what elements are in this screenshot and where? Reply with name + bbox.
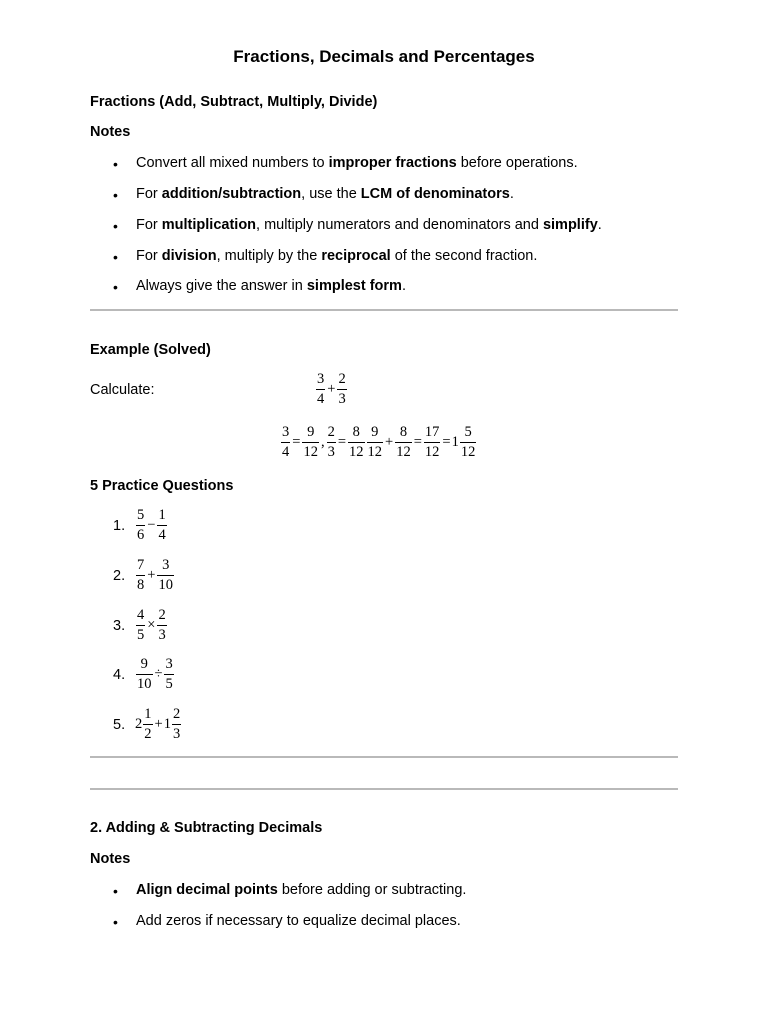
notes-label: Notes [90, 851, 131, 867]
example-heading: Example (Solved) [90, 342, 211, 358]
fraction: $\frac{3}{4}$ [317, 371, 325, 407]
list-item: Add zeros if necessary to equalize decimal places. [136, 913, 461, 929]
question-4: $\frac{9}{10}$ ÷ $\frac{3}{5}$ [137, 656, 173, 692]
bullet-icon: • [113, 279, 118, 295]
question-number: 5. [113, 717, 126, 733]
question-1: $\frac{5}{6}$ − $\frac{1}{4}$ [137, 507, 166, 543]
question-3: $\frac{4}{5}$ × $\frac{2}{3}$ [137, 607, 166, 643]
bullet-icon: • [113, 249, 118, 265]
list-item: For multiplication, multiply numerators and denominators and simplify. [136, 217, 602, 233]
question-number: 3. [113, 618, 126, 634]
section-heading-decimals: 2. Adding & Subtracting Decimals [90, 820, 323, 836]
list-item: For addition/subtraction, use the LCM of denominators. [136, 186, 514, 202]
fraction: $\frac{3}{4}$ [282, 424, 290, 460]
list-item: Align decimal points before adding or subtracting. [136, 882, 467, 898]
divider [90, 788, 678, 790]
divider [90, 756, 678, 758]
bullet-icon: • [113, 218, 118, 234]
fraction: $\frac{8}{12}$ [396, 424, 411, 460]
fraction: $\frac{2}{3}$ [338, 371, 346, 407]
notes-label: Notes [90, 124, 131, 140]
list-item: For division, multiply by the reciprocal of the second fraction. [136, 248, 538, 264]
question-number: 2. [113, 568, 126, 584]
list-item: Always give the answer in simplest form. [136, 278, 406, 294]
question-5: 2 $\frac{1}{2}$ + 1 $\frac{2}{3}$ [135, 706, 181, 742]
fraction: $\frac{8}{12}$ [349, 424, 364, 460]
fraction: $\frac{5}{12}$ [460, 424, 476, 460]
example-problem: $\frac{3}{4}$ + $\frac{2}{3}$ [317, 371, 346, 407]
practice-heading: 5 Practice Questions [90, 478, 234, 494]
section-heading-fractions: Fractions (Add, Subtract, Multiply, Divide) [90, 94, 378, 110]
calculate-label: Calculate: [90, 382, 155, 398]
bullet-icon: • [113, 156, 118, 172]
question-number: 1. [113, 518, 126, 534]
bullet-icon: • [113, 187, 118, 203]
question-2: $\frac{7}{8}$ + $\frac{3}{10}$ [137, 557, 173, 593]
fraction: $\frac{9}{12}$ [367, 424, 382, 460]
bullet-icon: • [113, 914, 118, 930]
list-item: Convert all mixed numbers to improper fractions before operations. [136, 155, 578, 171]
question-number: 4. [113, 667, 126, 683]
fraction: $\frac{17}{12}$ [424, 424, 440, 460]
example-solution: $\frac{3}{4}$ = $\frac{9}{12}$ , $\frac{2}{3}$ = $\frac{8}{12}$ $\frac{9}{12}$ + $\frac{8}{12}$ = $\frac{17}{12}$ = 1 $\frac{5}{12}$ [282, 424, 476, 460]
divider [90, 309, 678, 311]
bullet-icon: • [113, 883, 118, 899]
fraction: $\frac{9}{12}$ [303, 424, 318, 460]
page-title: Fractions, Decimals and Percentages [233, 47, 535, 66]
fraction: $\frac{2}{3}$ [327, 424, 335, 460]
